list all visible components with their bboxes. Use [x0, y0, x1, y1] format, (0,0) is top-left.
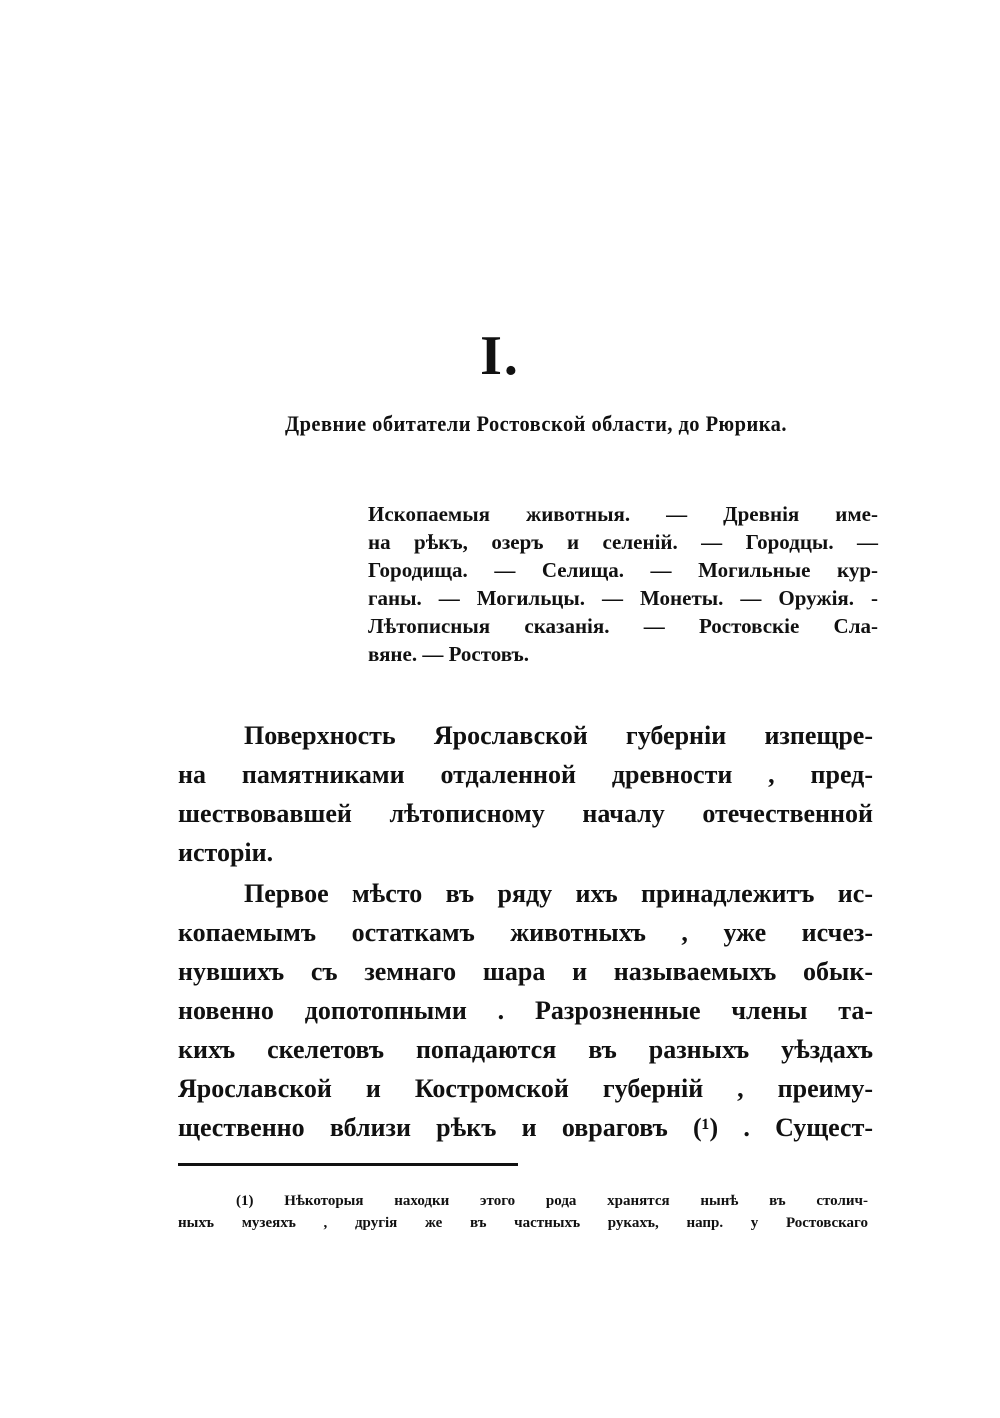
text-line: копаемымъ остаткамъ животныхъ , уже исчез- — [178, 918, 873, 947]
text-line: исторіи. — [178, 838, 274, 867]
footnote-line: (1) Нѣкоторыя находки этого рода хранятся нынѣ въ столич- — [236, 1193, 868, 1209]
text-line: шествовавшей лѣтописному началу отечественной — [178, 799, 873, 828]
footnote-divider — [178, 1163, 518, 1166]
text-line: нувшихъ съ земнаго шара и называемыхъ обык- — [178, 957, 873, 986]
summary-line: Лѣтописныя сказанія. — Ростовскіе Сла- — [368, 614, 878, 638]
chapter-title: Древние обитатели Ростовской области, до Рюрика. — [285, 411, 787, 436]
chapter-summary — [368, 500, 878, 668]
text-line: Первое мѣсто въ ряду ихъ принадлежитъ ис- — [244, 879, 873, 908]
body-paragraph-1 — [178, 716, 873, 872]
text-line: щественно вблизи рѣкъ и овраговъ (¹) . Сущест- — [178, 1113, 873, 1142]
summary-line: Городища. — Селища. — Могильные кур- — [368, 558, 878, 582]
text-line: кихъ скелетовъ попадаются въ разныхъ уѣздахъ — [178, 1035, 873, 1064]
text-line: Поверхность Ярославской губерніи изпещре- — [244, 721, 873, 750]
summary-line: ганы. — Могильцы. — Монеты. — Оружія. - — [368, 586, 878, 610]
chapter-number: I. — [480, 325, 520, 387]
text-line: на памятниками отдаленной древности , пред- — [178, 760, 873, 789]
footnote — [178, 1190, 868, 1234]
summary-line: на рѣкъ, озеръ и селеній. — Городцы. — — [368, 530, 878, 554]
text-line: Ярославской и Костромской губерній , преиму- — [178, 1074, 873, 1103]
summary-line: Ископаемыя животныя. — Древнія име- — [368, 502, 878, 526]
summary-line: вяне. — Ростовъ. — [368, 642, 530, 666]
body-paragraph-2 — [178, 874, 873, 1147]
footnote-line: ныхъ музеяхъ , другія же въ частныхъ рукахъ, напр. у Ростовскаго — [178, 1215, 868, 1231]
text-line: новенно допотопными . Разрозненные члены та- — [178, 996, 873, 1025]
